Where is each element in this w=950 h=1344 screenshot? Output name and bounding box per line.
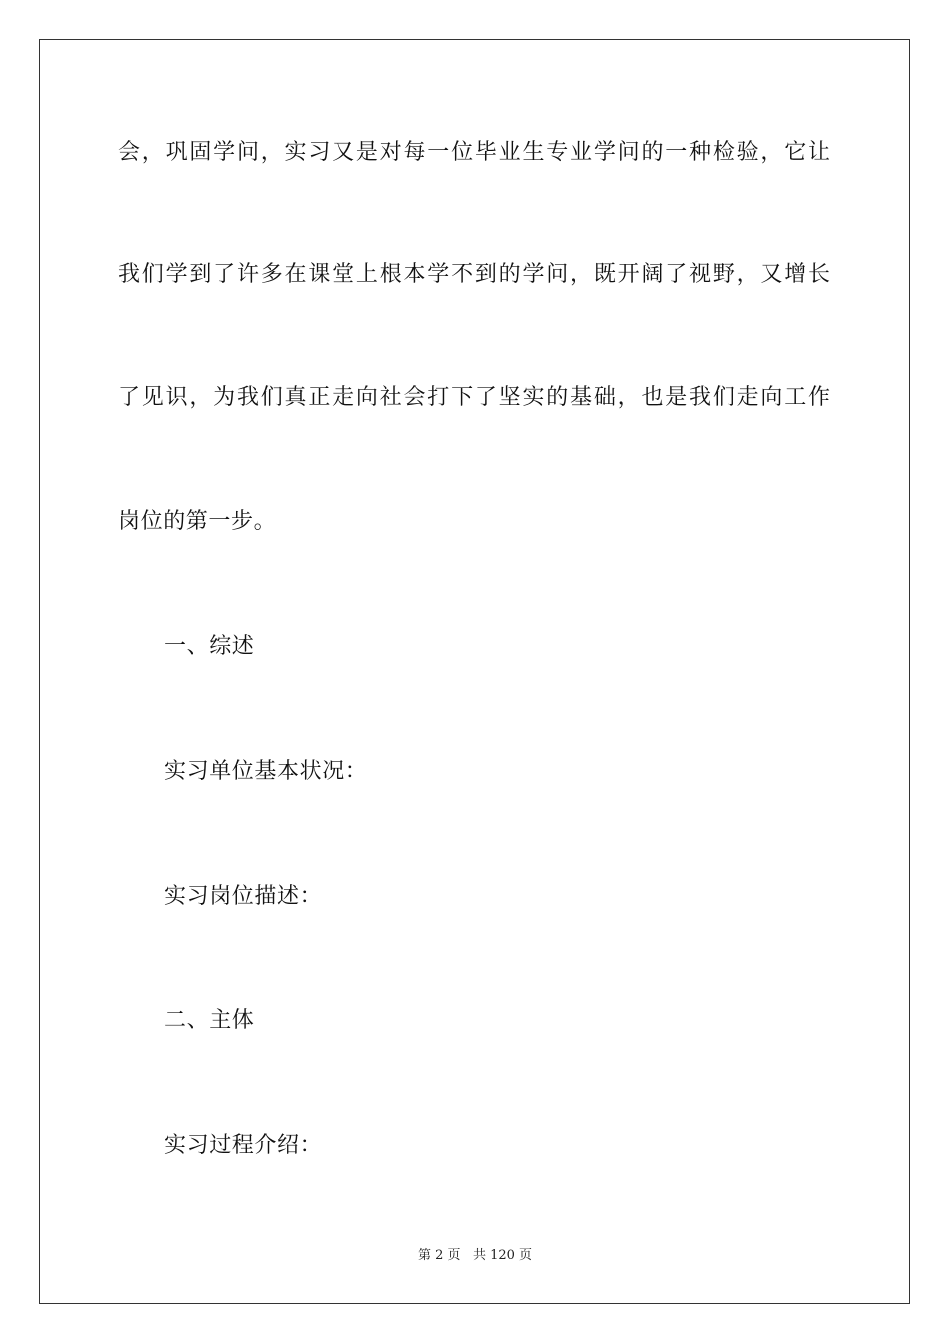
body-paragraph-line-4: 岗位的第一步。: [118, 509, 277, 534]
page-border: [39, 39, 910, 1304]
page-number: 第 2 页: [417, 1248, 461, 1263]
page-total: 共 120 页: [472, 1248, 533, 1263]
subheading-position-description: 实习岗位描述：: [164, 884, 323, 909]
page-footer: [0, 1247, 950, 1265]
section-heading-overview: 一、综述: [164, 634, 255, 659]
section-heading-main-body: 二、主体: [164, 1008, 255, 1033]
subheading-process-intro: 实习过程介绍：: [164, 1133, 323, 1158]
body-paragraph-line-2: 我们学到了许多在课堂上根本学不到的学问，既开阔了视野，又增长: [118, 262, 830, 287]
body-paragraph-line-3: 了见识，为我们真正走向社会打下了坚实的基础，也是我们走向工作: [118, 385, 830, 410]
subheading-unit-status: 实习单位基本状况：: [164, 759, 368, 784]
body-paragraph-line-1: 会，巩固学问，实习又是对每一位毕业生专业学问的一种检验，它让: [118, 140, 830, 165]
